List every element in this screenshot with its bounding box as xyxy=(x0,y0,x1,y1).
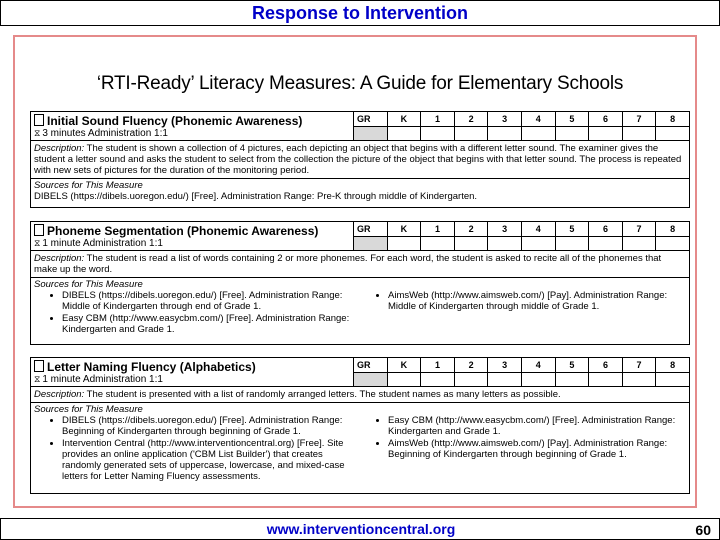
grade-label: 1 xyxy=(421,222,454,237)
measure-sources: Sources for This Measure • DIBELS (https://dibels.uoregon.edu/) [Free]. Administration Range: Middle of Kindergarten through end of Grade 1. • Easy CBM (http://www.easycbm.com/) [Free]. Administration Range: Kindergarten and Grade 1. • AimsWeb (http://www.aimsweb.com/) [Pay]. Administration Range: Middle of Kindergarten through middle of Grade 1. xyxy=(31,278,689,338)
grade-label: 6 xyxy=(589,222,622,237)
grade-label: 4 xyxy=(522,112,555,127)
source-item: DIBELS (https://dibels.uoregon.edu/) [Free]. Administration Range: Pre-K through middle of Kindergarten. xyxy=(34,191,478,202)
grade-label: 3 xyxy=(488,112,521,127)
document-title: ‘RTI-Ready’ Literacy Measures: A Guide for Elementary Schools xyxy=(96,73,624,94)
grade-label: K xyxy=(388,358,421,373)
measure-description: Description: The student is shown a collection of 4 pictures, each depicting an object that begins with a different letter sound. The examiner gives the student a letter sound and asks the student to select from the collection the picture of the object that begins with that letter sound. The process is repeated with new sets of pictures for the duration of the monitoring period. xyxy=(31,141,689,179)
measure-time: ⧖ 1 minute Administration 1:1 xyxy=(34,374,163,385)
grade-label: 5 xyxy=(556,222,589,237)
checkbox-icon xyxy=(34,224,44,236)
grade-label: K xyxy=(388,112,421,127)
grade-label: 1 xyxy=(421,112,454,127)
grade-label: 5 xyxy=(556,358,589,373)
grade-label: GR xyxy=(354,222,387,237)
grade-label: GR xyxy=(354,112,387,127)
grade-grid xyxy=(353,222,689,250)
grade-label: 8 xyxy=(656,222,689,237)
grade-label: 2 xyxy=(455,222,488,237)
grade-label: 2 xyxy=(455,358,488,373)
grade-label: K xyxy=(388,222,421,237)
grade-label: 3 xyxy=(488,358,521,373)
grade-label: 1 xyxy=(421,358,454,373)
grade-label: 6 xyxy=(589,358,622,373)
page-number: 60 xyxy=(695,522,711,538)
measure-name: Letter Naming Fluency (Alphabetics) xyxy=(34,360,256,373)
measure-card-initial-sound-fluency xyxy=(30,111,690,208)
source-item: • DIBELS (https://dibels.uoregon.edu/) [Free]. Administration Range: Beginning of Kindergarten through beginning of Grade 1. xyxy=(62,415,360,437)
measure-sources: Sources for This Measure DIBELS (https://dibels.uoregon.edu/) [Free]. Administration Range: Pre-K through middle of Kindergarten. xyxy=(31,179,689,204)
grade-label: 7 xyxy=(623,358,656,373)
measure-card-phoneme-segmentation xyxy=(30,221,690,345)
slide-title: Response to Intervention xyxy=(251,2,469,23)
slide-header xyxy=(0,0,720,26)
measure-sources: Sources for This Measure • DIBELS (https://dibels.uoregon.edu/) [Free]. Administration Range: Beginning of Kindergarten through beginning of Grade 1. • Intervention Central (http://www.interventioncentral.org) [Free]. Site provides an online application ('CBM List Builder') that creates randomly generated sets of uppercase, lowercase, and mixed-case letters for Letter Naming Fluency assessments. • Easy CBM (http://www.easycbm.com/) [Free]. Administration Range: Kindergarten and Grade 1. • AimsWeb (http://www.aimsweb.com/) [Pay]. Administration Range: Beginning of Kindergarten through beginning of Grade 1. xyxy=(31,403,689,485)
timer-icon: ⧖ xyxy=(34,374,41,384)
timer-icon: ⧖ xyxy=(34,238,41,248)
measure-time: ⧖ 1 minute Administration 1:1 xyxy=(34,238,163,249)
checkbox-icon xyxy=(34,360,44,372)
measure-description: Description: The student is read a list of words containing 2 or more phonemes. For each word, the student is asked to recite all of the phonemes that make up the word. xyxy=(31,251,689,278)
checkbox-icon xyxy=(34,114,44,126)
grade-label: 6 xyxy=(589,112,622,127)
grade-label: 4 xyxy=(522,358,555,373)
source-item: • DIBELS (https://dibels.uoregon.edu/) [Free]. Administration Range: Middle of Kindergarten through end of Grade 1. xyxy=(62,290,360,312)
grade-label: GR xyxy=(354,358,387,373)
footer-url-link[interactable]: www.interventioncentral.org xyxy=(266,521,456,537)
source-item: • Easy CBM (http://www.easycbm.com/) [Free]. Administration Range: Kindergarten and Grade 1. xyxy=(62,313,360,335)
grade-label: 4 xyxy=(522,222,555,237)
measure-card-letter-naming-fluency xyxy=(30,357,690,494)
measure-name: Initial Sound Fluency (Phonemic Awareness) xyxy=(34,114,302,127)
grade-label: 7 xyxy=(623,222,656,237)
measure-time: ⧖ 3 minutes Administration 1:1 xyxy=(34,128,168,139)
source-item: • AimsWeb (http://www.aimsweb.com/) [Pay]. Administration Range: Middle of Kindergarten through middle of Grade 1. xyxy=(388,290,686,312)
grade-label: 2 xyxy=(455,112,488,127)
source-item: • AimsWeb (http://www.aimsweb.com/) [Pay]. Administration Range: Beginning of Kindergarten through beginning of Grade 1. xyxy=(388,438,686,460)
grade-grid xyxy=(353,358,689,386)
grade-label: 7 xyxy=(623,112,656,127)
measure-description: Description: The student is presented with a list of randomly arranged letters. The student names as many letters as possible. xyxy=(31,387,689,403)
source-item: • Easy CBM (http://www.easycbm.com/) [Free]. Administration Range: Kindergarten and Grade 1. xyxy=(388,415,686,437)
slide-footer xyxy=(0,518,720,540)
grade-grid xyxy=(353,112,689,140)
grade-label: 3 xyxy=(488,222,521,237)
timer-icon: ⧖ xyxy=(34,128,41,138)
grade-label: 5 xyxy=(556,112,589,127)
source-item: • Intervention Central (http://www.interventioncentral.org) [Free]. Site provides an online application ('CBM List Builder') that creates randomly generated sets of uppercase, lowercase, and mixed-case letters for Letter Naming Fluency assessments. xyxy=(62,438,360,482)
grade-label: 8 xyxy=(656,358,689,373)
grade-label: 8 xyxy=(656,112,689,127)
measure-name: Phoneme Segmentation (Phonemic Awareness) xyxy=(34,224,318,237)
